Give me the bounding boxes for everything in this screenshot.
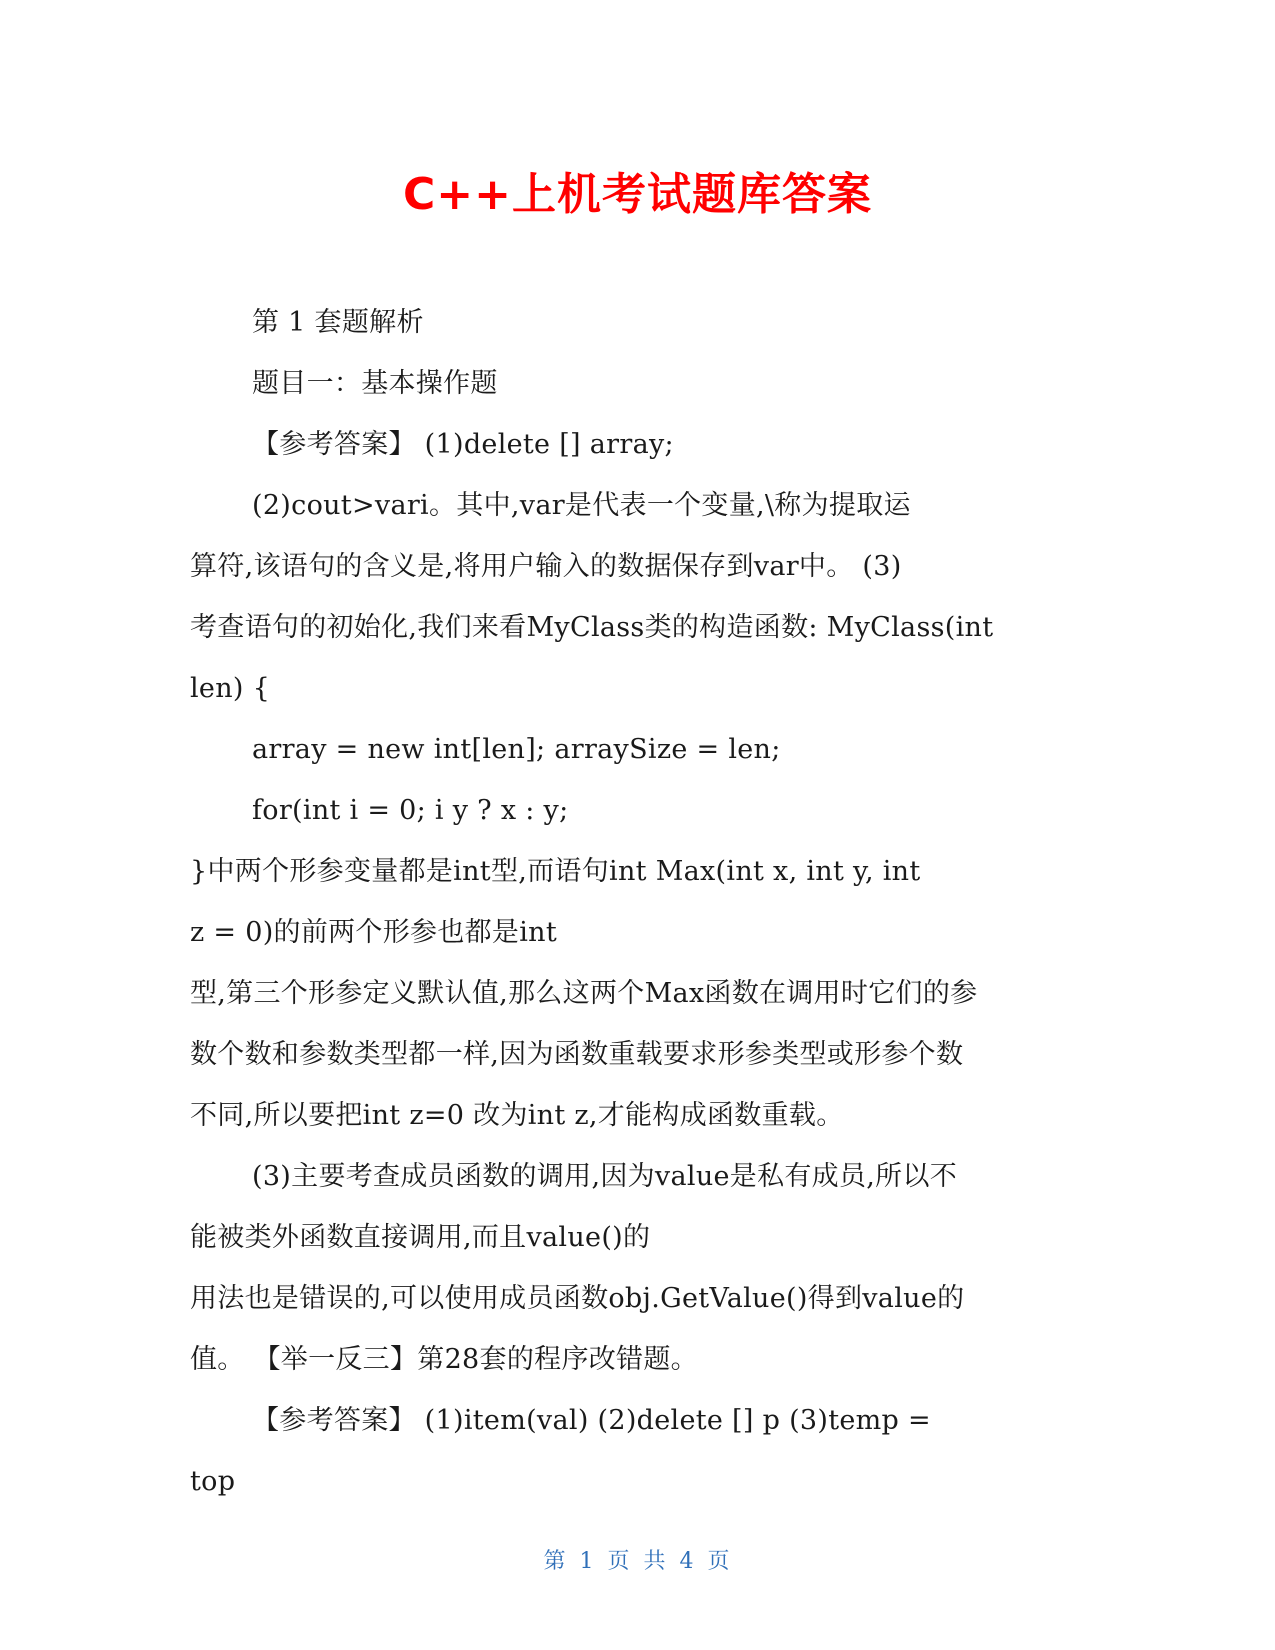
paragraph-line: 能被类外函数直接调用,而且value()的 — [190, 1222, 651, 1253]
paragraph-line: 算符,该语句的含义是,将用户输入的数据保存到var中。 (3) — [190, 551, 902, 582]
footer-page-suffix: 页 — [607, 1549, 632, 1574]
paragraph-line: 【参考答案】 (1)item(val) (2)delete [] p (3)temp = — [252, 1405, 931, 1436]
paragraph-line: 第 1 套题解析 — [252, 307, 424, 338]
paragraph-line: 值。 【举一反三】第28套的程序改错题。 — [190, 1344, 698, 1375]
code-line: for(int i = 0; i y ? x : y; — [252, 795, 569, 826]
paragraph-line: 型,第三个形参定义默认值,那么这两个Max函数在调用时它们的参 — [190, 978, 978, 1009]
paragraph-line: 用法也是错误的,可以使用成员函数obj.GetValue()得到value的 — [190, 1283, 965, 1314]
footer-page-prefix: 第 — [543, 1549, 568, 1574]
page-footer — [0, 1544, 1275, 1575]
document-body — [190, 292, 1090, 1512]
paragraph-line: 数个数和参数类型都一样,因为函数重载要求形参类型或形参个数 — [190, 1039, 964, 1070]
paragraph-line: 考查语句的初始化,我们来看MyClass类的构造函数: MyClass(int — [190, 612, 994, 643]
paragraph-line: (3)主要考查成员函数的调用,因为value是私有成员,所以不 — [252, 1161, 958, 1192]
footer-total-prefix: 共 — [643, 1549, 668, 1574]
document-title: C++上机考试题库答案 — [402, 169, 873, 220]
code-line: array = new int[len]; arraySize = len; — [252, 734, 781, 765]
paragraph-line: 【参考答案】 (1)delete [] array; — [252, 429, 674, 460]
footer-total-pages: 4 — [679, 1549, 696, 1574]
paragraph-line: }中两个形参变量都是int型,而语句int Max(int x, int y, int — [190, 856, 921, 887]
paragraph-line: (2)cout>vari。其中,var是代表一个变量,\称为提取运 — [252, 490, 911, 521]
footer-page-number: 1 — [579, 1549, 596, 1574]
paragraph-line: 题目一：基本操作题 — [252, 368, 498, 399]
paragraph-line: 不同,所以要把int z=0 改为int z,才能构成函数重载。 — [190, 1100, 844, 1131]
paragraph-line: top — [190, 1466, 236, 1497]
footer-total-suffix: 页 — [707, 1549, 732, 1574]
paragraph-line: z = 0)的前两个形参也都是int — [190, 917, 557, 948]
paragraph-line: len) { — [190, 673, 271, 704]
